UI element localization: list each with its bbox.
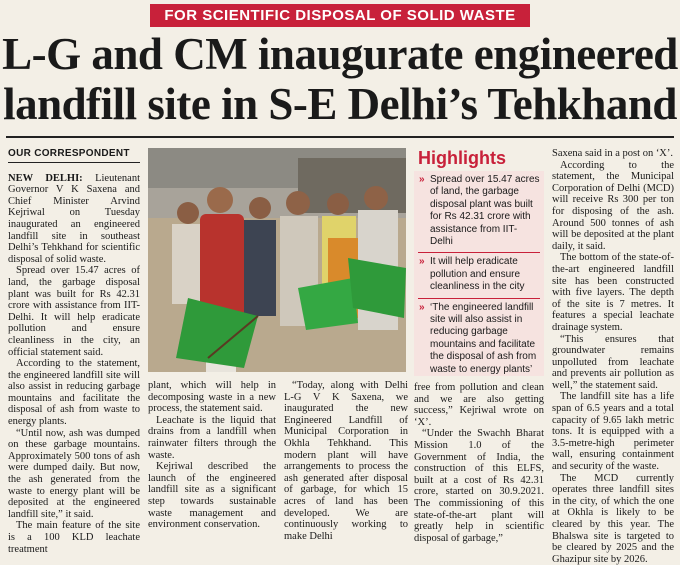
headline-line-2: landfill site in S-E Delhi’s Tehkhand [3,79,677,129]
chevron-right-icon: » [419,174,425,185]
paragraph: Leachate is the liquid that drains from a landfill when rainwater filters through the waste. [148,414,276,461]
highlight-text: It will help eradicate pollution and ensure cleanliness in the city [430,256,525,293]
inauguration-photo [148,148,406,372]
chevron-right-icon: » [419,256,425,268]
highlight-text: Spread over 15.47 acres of land, the garbage disposal plant was built for Rs 42.31 crore with assistance from IIT-Delhi [430,174,540,248]
highlight-text: ‘The engineered landfill site will also assist in reducing garbage mountains and facilitate the disposal of ash from waste to energy plants’ [430,301,537,375]
dateline: NEW DELHI: [8,172,83,184]
paragraph: Spread over 15.47 acres of land, the garbage disposal plant was built for Rs 42.31 crore with assistance from IIT-Delhi. It will help eradicate pollution and ensure cleanliness in the city, an official statement said. [8,265,140,358]
byline: OUR CORRESPONDENT [8,148,140,163]
paragraph: The landfill site has a life span of 6.5 years and a total capacity of 9.65 lakh metric tons. It is equipped with a 3.5-metre-high perimeter wall, ensuring containment and security of the waste. [552,391,674,473]
headline-rule [6,136,674,138]
paragraph: “Until now, ash was dumped on these garbage mountains. Approximately 500 tons of ash were dumped daily. But now, the ash generated from the waste to energy plant will be deposited at the engineered landfill site,” it said. [8,427,140,520]
paragraph-text: Lieutenant Governor V K Saxena and Chief Minister Arvind Kejriwal on Tuesday inaugurated an engineered landfill site in southeast Delhi’s Tehkhand for scientific disposal of solid waste. [8,172,140,265]
highlight-item [414,299,544,380]
highlights-title: Highlights [414,146,544,171]
headline-line-1: L-G and CM inaugurate engineered [2,29,678,79]
paragraph: “This ensures that groundwater remains unpolluted from leachate and prevents air pollution as well,” the statement said. [552,333,674,391]
kicker-label: FOR SCIENTIFIC DISPOSAL OF SOLID WASTE [150,4,529,27]
paragraph [8,173,140,266]
article-column-2 [148,380,276,531]
paragraph: The MCD currently operates three landfill sites in the city, of which the one at Okhla is likely to be cleared by this year. The Bhalswa site is targeted to be cleared by 2025 and the Ghazipur site by 2026. [552,472,674,565]
paragraph: The main feature of the site is a 100 KLD leachate treatment [8,520,140,555]
highlight-item [414,171,544,252]
paragraph: Saxena said in a post on ‘X’. [552,148,674,159]
article-column-1 [8,148,140,555]
chevron-right-icon: » [419,301,425,313]
paragraph: free from pollution and clean and we are also getting success,” Kejriwal wrote on ‘X’. [414,382,544,428]
photo-illustration [148,148,406,372]
paragraph: plant, which will help in decomposing waste in a new process, the statement said. [148,380,276,415]
article-column-3 [284,380,408,542]
paragraph: “Today, along with Delhi L-G V K Saxena, we inaugurated the new Engineered Landfill of Municipal Corporation in Okhla Tehkhand. This modern plant will have arrangements to process the ash generated after disposal of garbage, for which 15 acres of land has been developed. We are continuously working to make Delhi [284,380,408,542]
paragraph: Kejriwal described the launch of the engineered landfill site as a significant step towards sustainable waste management and environment conservation. [148,461,276,531]
paragraph: The bottom of the state-of-the-art engineered landfill site has been constructed with five layers. The depth of the site is 7 metres. It features a special leachate drainage system. [552,252,674,333]
paragraph: According to the statement, the Municipal Corporation of Delhi (MCD) will receive Rs 300 per ton for disposing of the ash. Around 500 tonnes of ash will be deposited at the plant daily, it said. [552,159,674,252]
kicker-banner [0,4,680,27]
highlights-box [414,146,544,376]
article-column-5 [552,148,674,565]
paragraph: “Under the Swachh Bharat Mission 1.0 of the Government of India, the construction of this ELFS, built at a cost of Rs 42.31 crore, started on 30.9.2021. The commissioning of this state-of-the-art plant will greatly help in scientific disposal of garbage,” [414,428,544,544]
article-column-4 [414,382,544,544]
paragraph: According to the statement, the engineered landfill site will also assist in reducing garbage mountains and facilitate the disposal of ash from waste to energy plants. [8,358,140,428]
highlight-item [414,253,544,297]
